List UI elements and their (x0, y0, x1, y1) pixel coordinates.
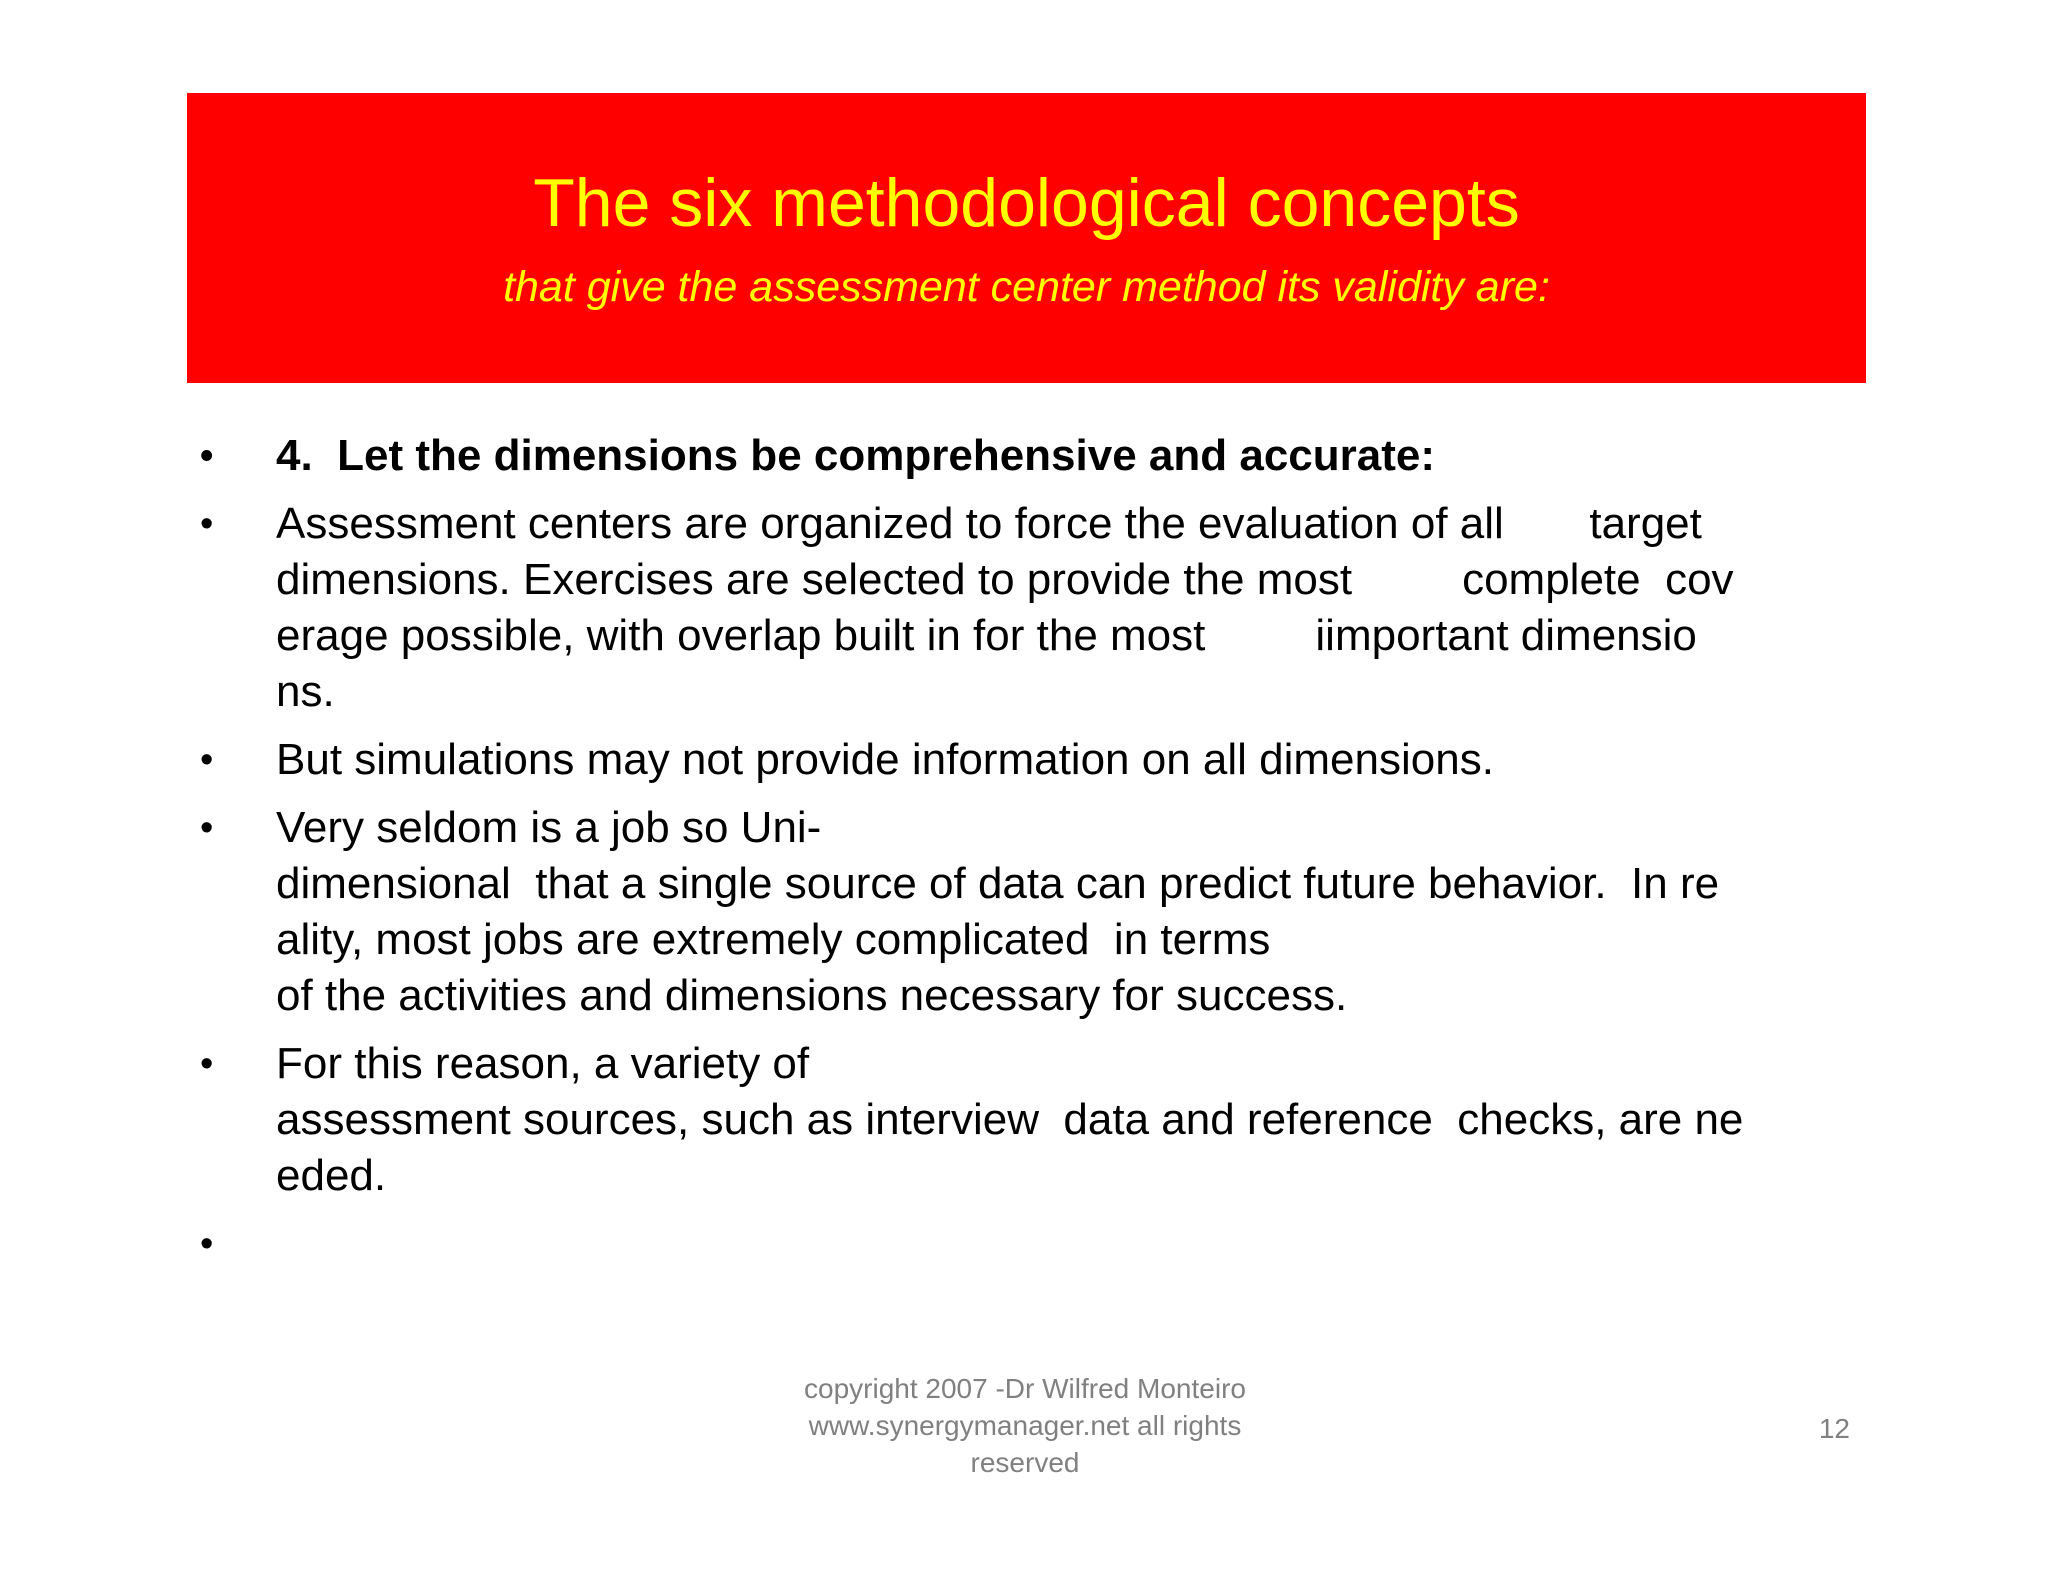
bullet-icon: • (200, 435, 214, 477)
bullet-item (200, 800, 1860, 1024)
bullet-line: dimensional that a single source of data can predict future behavior. In re (276, 859, 1720, 908)
bullet-icon: • (200, 739, 214, 781)
slide-title: The six methodological concepts (533, 165, 1520, 241)
bullet-line: Very seldom is a job so Uni- (276, 803, 822, 852)
bullet-icon: • (200, 1223, 214, 1265)
bullet-line: eded. (276, 1151, 387, 1200)
copyright-line: www.synergymanager.net all rights (808, 1410, 1242, 1441)
bullet-line: For this reason, a variety of (276, 1039, 810, 1088)
bullet-line: But simulations may not provide information on all dimensions. (276, 735, 1494, 784)
bullet-icon: • (200, 1043, 214, 1085)
bullet-icon: • (200, 503, 214, 545)
bullet-line: assessment sources, such as interview data and reference checks, are ne (276, 1095, 1744, 1144)
bullet-line: ns. (276, 667, 335, 716)
bullet-item (200, 732, 1860, 788)
bullet-line: 4. Let the dimensions be comprehensive and accurate: (276, 431, 1436, 480)
bullet-line: erage possible, with overlap built in for the most iimportant dimensio (276, 611, 1697, 660)
bullet-item (200, 496, 1860, 720)
copyright-notice (720, 1370, 1330, 1481)
bullet-line: dimensions. Exercises are selected to provide the most complete cov (276, 555, 1734, 604)
copyright-line: copyright 2007 -Dr Wilfred Monteiro (804, 1373, 1246, 1404)
page-number: 12 (1818, 1413, 1850, 1444)
bullet-line: Assessment centers are organized to force the evaluation of all target (276, 499, 1702, 548)
bullet-item-heading (200, 428, 1860, 484)
bullet-item (200, 1036, 1860, 1204)
bullet-line: ality, most jobs are extremely complicated in terms (276, 915, 1271, 964)
slide-subtitle: that give the assessment center method its validity are: (503, 263, 1550, 311)
copyright-line: reserved (970, 1447, 1080, 1478)
bullet-list (200, 428, 1860, 1265)
title-banner (187, 93, 1866, 383)
bullet-line: of the activities and dimensions necessary for success. (276, 971, 1348, 1020)
bullet-icon: • (200, 807, 214, 849)
